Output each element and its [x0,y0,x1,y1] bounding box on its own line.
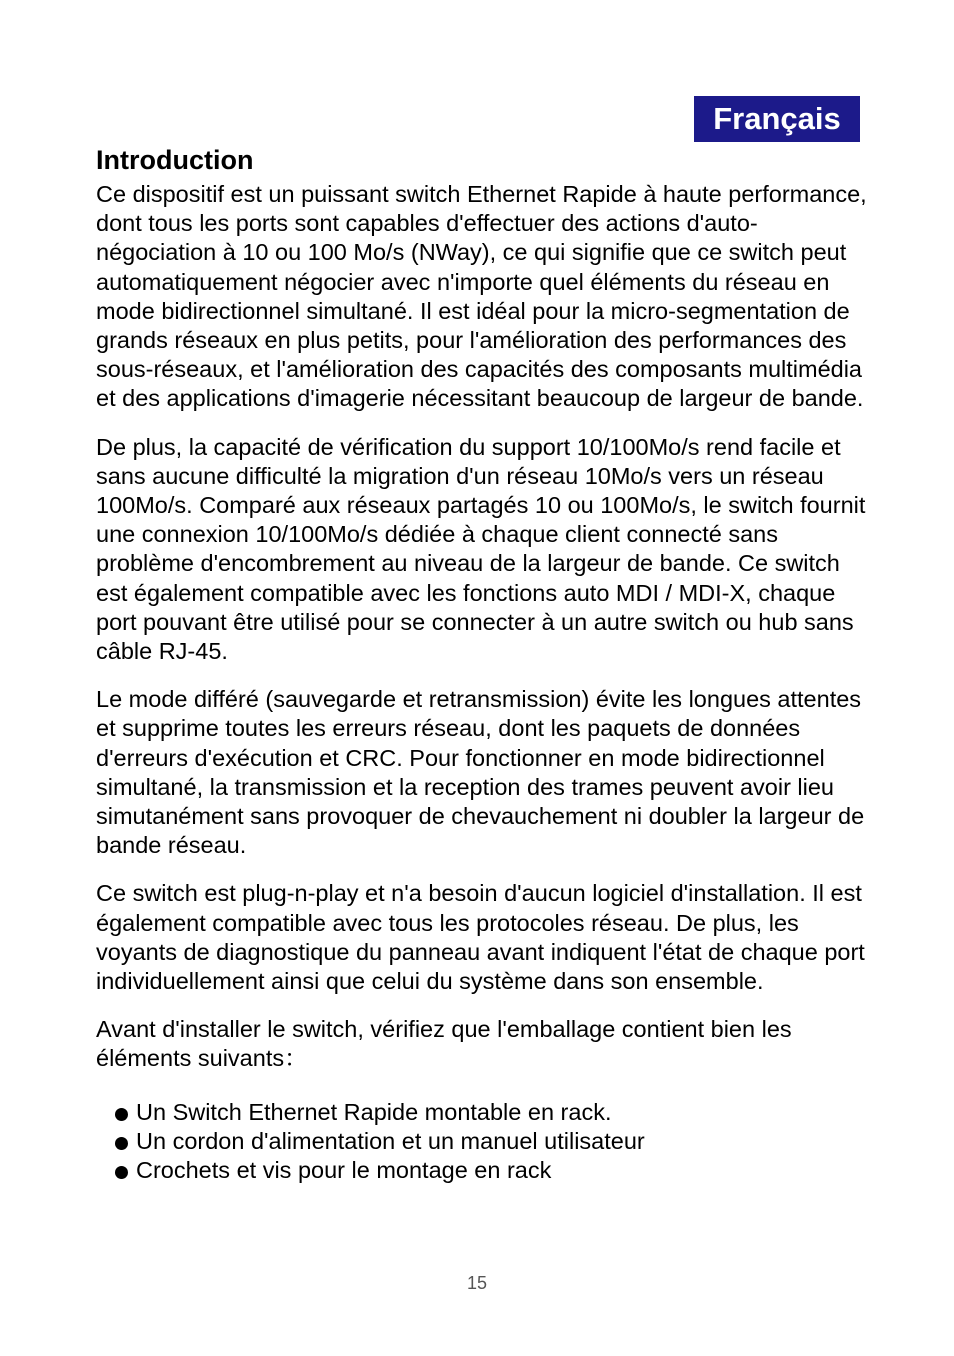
paragraph-3: Le mode différé (sauvegarde et retransmission) évite les longues attentes et supprime toutes les erreurs réseau, dont les paquets de données d'erreurs d'exécution et CRC. Pour fonctionner en mode bidirectionnel simultané, la transmission et la reception des trames peuvent avoir lieu simutanément sans provoquer de chevauchement ni doubler la largeur de bande réseau. [96,686,865,859]
document-body [96,140,876,1186]
paragraph-4: Ce switch est plug-n-play et n'a besoin d'aucun logiciel d'installation. Il est également compatible avec tous les protocoles réseau. De plus, les voyants de diagnostique du panneau avant indiquent l'état de chaque port individuellement ainsi que celui du système dans son ensemble. [96,880,865,995]
paragraph-2: De plus, la capacité de vérification du support 10/100Mo/s rend facile et sans aucune difficulté la migration d'un réseau 10Mo/s vers un réseau 100Mo/s. Comparé aux réseaux partagés 10 ou 100Mo/s, le switch fournit une connexion 10/100Mo/s dédiée à chaque client connecté sans problème d'encombrement au niveau de la largeur de bande. Ce switch est également compatible avec les fonctions auto MDI / MDI-X, chaque port pouvant être utilisé pour se connecter à un autre switch ou hub sans câble RJ-45. [96,433,866,665]
bullet-icon [115,1166,128,1179]
paragraph-1: Ce dispositif est un puissant switch Ethernet Rapide à haute performance, dont tous les ports sont capables d'effectuer des actions d'auto-négociation à 10 ou 100 Mo/s (NWay), ce qui signifie que ce switch peut automatiquement négocier avec n'importe quel éléments du réseau en mode bidirectionnel simultané. Il est idéal pour la micro-segmentation de grands réseaux en plus petits, pour l'amélioration des performances des sous-réseaux, et l'amélioration des capacités des composants multimédia et des applications d'imagerie nécessitant beaucoup de largeur de bande. [96,181,867,412]
list-item [115,1127,876,1156]
list-item-text: Un cordon d'alimentation et un manuel utilisateur [136,1127,645,1154]
list-item [115,1156,876,1185]
list-item [115,1098,876,1127]
bullet-icon [115,1137,128,1150]
bullet-icon [115,1108,128,1121]
section-title: Introduction [96,145,254,175]
paragraph-5: Avant d'installer le switch, vérifiez que l'emballage contient bien les éléments suivants： [96,1016,792,1072]
language-badge: Français [694,96,860,142]
package-contents-list [96,1098,876,1186]
list-item-text: Un Switch Ethernet Rapide montable en rack. [136,1098,612,1125]
list-item-text: Crochets et vis pour le montage en rack [136,1157,552,1184]
page-number: 15 [466,1273,488,1293]
